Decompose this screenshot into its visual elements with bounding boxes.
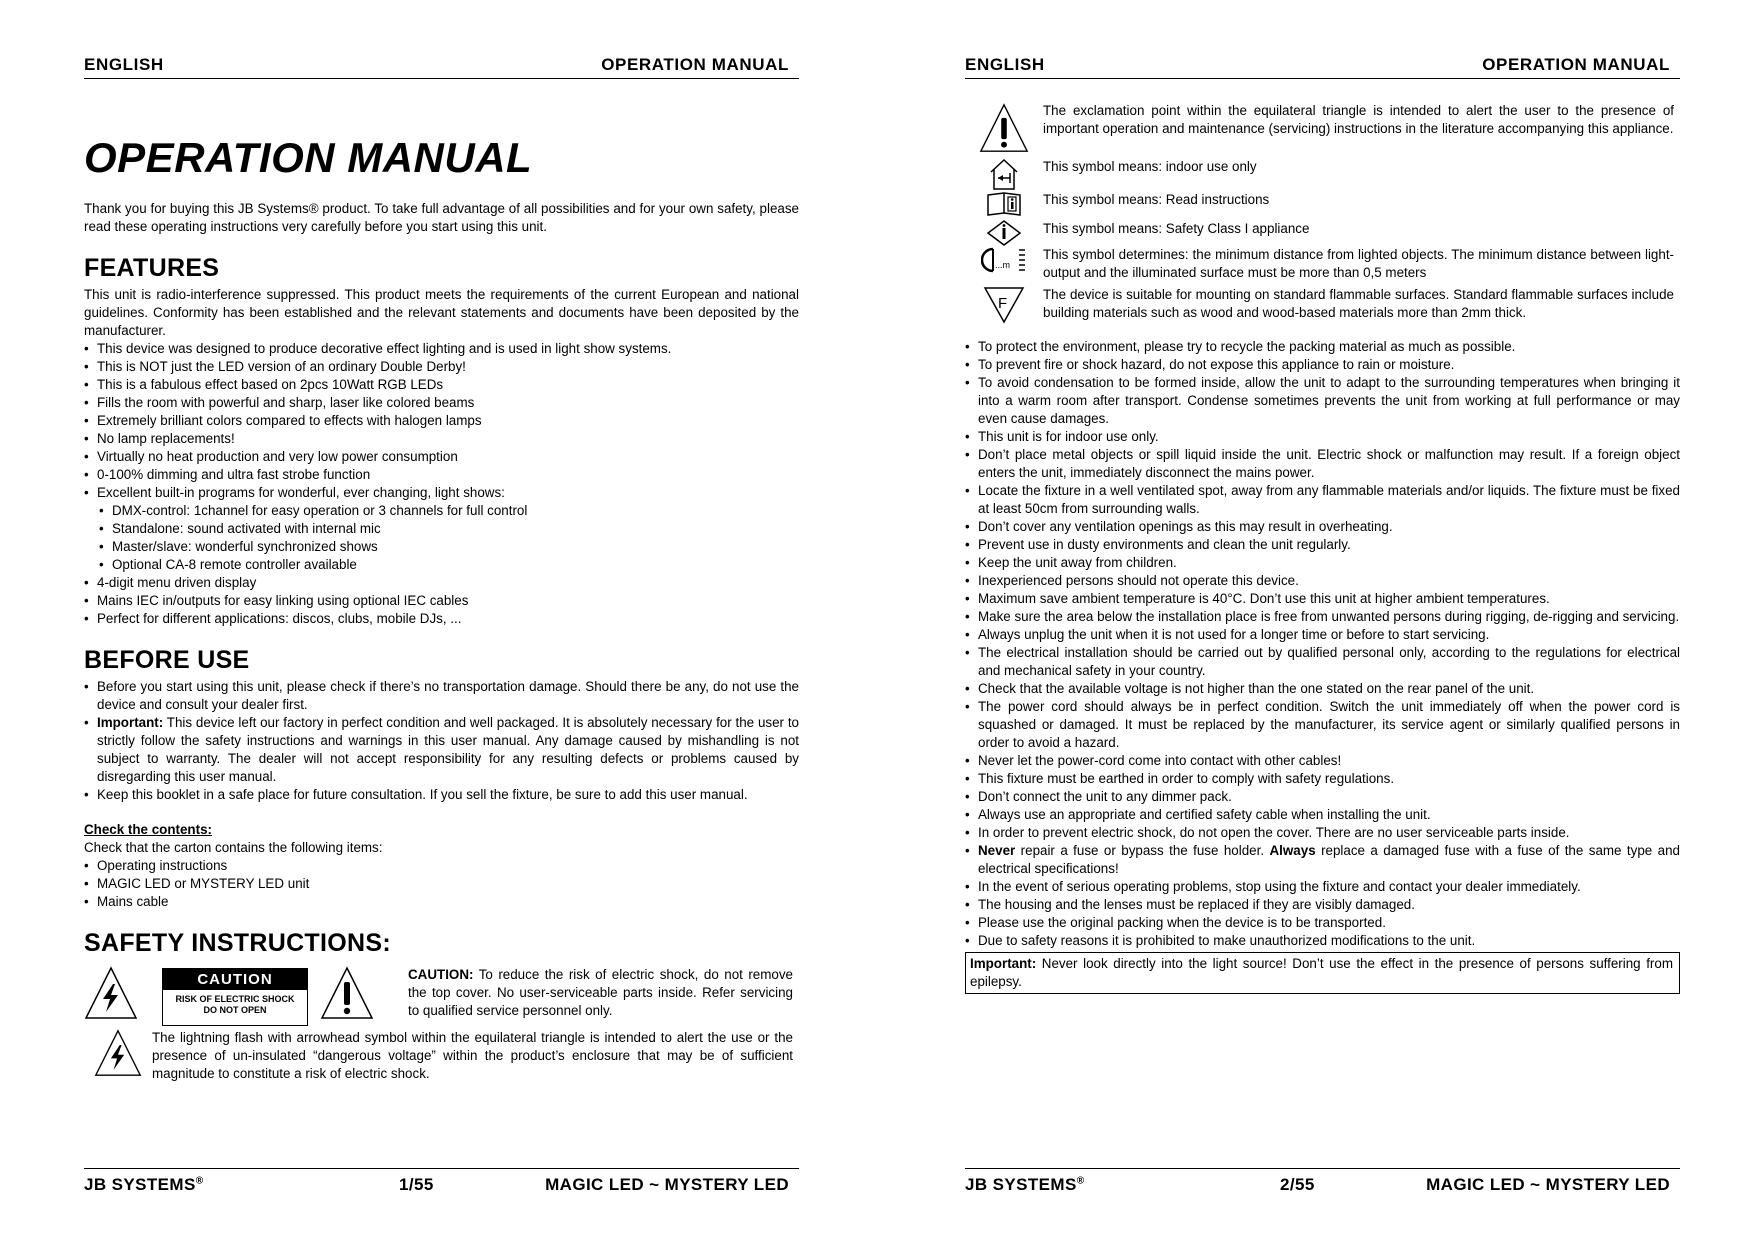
features-heading: FEATURES (84, 254, 220, 282)
list-item: • MAGIC LED or MYSTERY LED unit (84, 875, 799, 893)
list-item: • Extremely brilliant colors compared to effects with halogen lamps (84, 412, 799, 430)
list-item: • Master/slave: wonderful synchronized shows (99, 538, 799, 556)
minimum-distance-icon (981, 246, 1027, 274)
list-item: • This fixture must be earthed in order to comply with safety regulations. (965, 770, 1680, 788)
list-item: • This is a fabulous effect based on 2pcs 10Watt RGB LEDs (84, 376, 799, 394)
important-warning-box (965, 952, 1680, 994)
caution-label-sub2: DO NOT OPEN (203, 1005, 267, 1015)
lightning-explanation (84, 1029, 799, 1083)
fuse-text-2: replace a damaged fuse with a fuse of the same type and electrical specifications! (978, 843, 1680, 876)
list-item: • Keep this booklet in a safe place for future consultation. If you sell the fixture, be sure to add this user manual. (84, 786, 799, 804)
list-item: • Optional CA-8 remote controller available (99, 556, 799, 574)
caution-bold: CAUTION: (408, 967, 474, 982)
page-footer (965, 1168, 1680, 1194)
list-item: • Check that the available voltage is not higher than the one stated on the rear panel of the unit. (965, 680, 1680, 698)
check-contents-text: Check that the carton contains the following items: (84, 840, 383, 855)
important-label: Important: (970, 956, 1037, 971)
brand-text: JB SYSTEMS (965, 1175, 1077, 1194)
page-number: 2/55 (1280, 1175, 1315, 1194)
symbol-row (965, 191, 1680, 220)
symbol-text: The exclamation point within the equilateral triangle is intended to alert the user to the presence of important operation and maintenance (servicing) instructions in the literature accompanying this appliance. (1043, 103, 1674, 136)
list-item: • Fills the room with powerful and sharp, laser like colored beams (84, 394, 799, 412)
intro-paragraph: Thank you for buying this JB Systems® product. To take full advantage of all possibilities and for your own safety, please read these operating instructions very carefully before you start using this unit. (84, 201, 799, 234)
page-title: OPERATION MANUAL (84, 134, 533, 181)
page-number: 1/55 (399, 1175, 434, 1194)
list-item: • This unit is for indoor use only. (965, 428, 1680, 446)
symbol-row (965, 158, 1680, 191)
important-text: This device left our factory in perfect condition and well packaged. It is absolutely necessary for the user to strictly follow the safety instructions and warnings in this user manual. Any damage caused by mishandling is not subject to warranty. The dealer will not accept responsibility for any resulting defects or problems caused by disregarding this user manual. (97, 715, 799, 784)
lightning-text: The lightning flash with arrowhead symbol within the equilateral triangle is intended to alert the use or the presence of un-insulated “dangerous voltage” within the product’s enclosure that may be of sufficient magnitude to constitute a risk of electric shock. (152, 1030, 793, 1081)
list-item: • Never let the power-cord come into contact with other cables! (965, 752, 1680, 770)
registered-mark: ® (195, 1175, 204, 1187)
page-footer (84, 1168, 799, 1194)
footer-model: MAGIC LED ~ MYSTERY LED (545, 1175, 789, 1194)
list-item: • Locate the fixture in a well ventilated spot, away from any flammable materials and/or liquids. The fixture must be fixed at least 50cm from surrounding walls. (965, 482, 1680, 518)
footer-brand (84, 1175, 203, 1195)
list-item: • Virtually no heat production and very low power consumption (84, 448, 799, 466)
list-item: • Prevent use in dusty environments and clean the unit regularly. (965, 536, 1680, 554)
list-item (84, 714, 799, 786)
symbol-wrap (965, 286, 1043, 324)
symbol-row (965, 220, 1680, 246)
page-2 (965, 0, 1680, 1240)
caution-text (408, 966, 793, 1020)
footer-model: MAGIC LED ~ MYSTERY LED (1426, 1175, 1670, 1194)
symbol-wrap (965, 102, 1043, 154)
flammable-surface-icon (983, 286, 1025, 324)
caution-label-title: CAUTION (163, 969, 307, 990)
symbol-text: This symbol means: Read instructions (1043, 192, 1270, 207)
list-item: • Keep the unit away from children. (965, 554, 1680, 572)
list-item: • Don’t cover any ventilation openings as this may result in overheating. (965, 518, 1680, 536)
safety-list (965, 338, 1680, 950)
list-item: • Excellent built-in programs for wonderful, ever changing, light shows: (84, 484, 799, 502)
list-item: • No lamp replacements! (84, 430, 799, 448)
features-sublist (84, 502, 799, 574)
page-2-content (965, 102, 1680, 994)
list-item: • Mains IEC in/outputs for easy linking using optional IEC cables (84, 592, 799, 610)
features-text: This unit is radio-interference suppressed. This product meets the requirements of the current European and national guidelines. Conformity has been established and the relevant statements and documents have been deposited by the manufacturer. (84, 287, 799, 338)
list-item: • Don’t place metal objects or spill liquid inside the unit. Electric shock or malfunction may result. If a foreign object enters the unit, immediately disconnect the mains power. (965, 446, 1680, 482)
symbol-wrap (965, 191, 1043, 217)
symbol-wrap (965, 158, 1043, 192)
header-language: ENGLISH (965, 55, 1045, 74)
list-item: • The electrical installation should be carried out by qualified personal only, according to the regulations for electrical and mechanical safety in your country. (965, 644, 1680, 680)
minimum-distance-icon-label: ...m (995, 260, 1010, 270)
lightning-symbol-wrap (84, 1029, 152, 1077)
exclamation-triangle-icon (979, 102, 1029, 154)
symbol-row (965, 246, 1680, 286)
page-1-content (84, 88, 799, 1083)
list-item: • Inexperienced persons should not operate this device. (965, 572, 1680, 590)
before-use-list (84, 678, 799, 804)
list-item: • In the event of serious operating problems, stop using the fixture and contact your dealer immediately. (965, 878, 1680, 896)
page-header (84, 55, 799, 79)
list-item (965, 842, 1680, 878)
list-item: • To avoid condensation to be formed inside, allow the unit to adapt to the surrounding temperatures when bringing it into a warm room after transport. Condense sometimes prevents the unit from working at full performance or may even cause damages. (965, 374, 1680, 428)
list-item: • Standalone: sound activated with internal mic (99, 520, 799, 538)
list-item: • DMX-control: 1channel for easy operation or 3 channels for full control (99, 502, 799, 520)
list-item: • The power cord should always be in perfect condition. Switch the unit immediately off when the power cord is squashed or damaged. It must be replaced by the manufacturer, its service agent or similarly qualified persons in order to avoid a hazard. (965, 698, 1680, 752)
list-item: • To protect the environment, please try to recycle the packing material as much as possible. (965, 338, 1680, 356)
list-item: • Don’t connect the unit to any dimmer pack. (965, 788, 1680, 806)
symbol-text: This symbol means: indoor use only (1043, 159, 1257, 174)
symbol-text: The device is suitable for mounting on standard flammable surfaces. Standard flammable surfaces include building materials such as wood and wood-based materials more than 2mm thick. (1043, 287, 1674, 320)
symbol-row (965, 102, 1680, 156)
list-item: • Due to safety reasons it is prohibited to make unauthorized modifications to the unit. (965, 932, 1680, 950)
safety-class-icon (987, 220, 1021, 246)
symbol-wrap (965, 220, 1043, 246)
list-item: • In order to prevent electric shock, do not open the cover. There are no user serviceable parts inside. (965, 824, 1680, 842)
list-item: • The housing and the lenses must be replaced if they are visibly damaged. (965, 896, 1680, 914)
symbol-wrap (965, 246, 1043, 274)
symbol-text: This symbol means: Safety Class I appliance (1043, 221, 1310, 236)
lightning-triangle-icon (84, 966, 138, 1020)
header-language: ENGLISH (84, 55, 164, 74)
list-item: • Make sure the area below the installation place is free from unwanted persons during rigging, de-rigging and servicing. (965, 608, 1680, 626)
registered-mark: ® (1076, 1175, 1085, 1187)
read-instructions-icon (986, 191, 1022, 217)
list-item: • 4-digit menu driven display (84, 574, 799, 592)
list-item: • To prevent fire or shock hazard, do not expose this appliance to rain or moisture. (965, 356, 1680, 374)
important-label: Important: (97, 715, 164, 730)
safety-heading: SAFETY INSTRUCTIONS: (84, 929, 391, 957)
exclamation-triangle-icon (320, 966, 374, 1020)
caution-block (84, 966, 799, 1029)
fuse-text-1: repair a fuse or bypass the fuse holder. (1015, 843, 1270, 858)
list-item: • Please use the original packing when the device is to be transported. (965, 914, 1680, 932)
before-use-heading: BEFORE USE (84, 646, 250, 674)
symbol-row (965, 286, 1680, 338)
brand-text: JB SYSTEMS (84, 1175, 196, 1194)
list-item: • This is NOT just the LED version of an ordinary Double Derby! (84, 358, 799, 376)
never-label: Never (978, 843, 1016, 858)
lightning-triangle-icon (94, 1029, 142, 1077)
list-item: • Operating instructions (84, 857, 799, 875)
footer-brand (965, 1175, 1084, 1195)
header-title: OPERATION MANUAL (601, 55, 789, 74)
check-contents-heading: Check the contents: (84, 822, 212, 837)
indoor-use-icon (988, 158, 1020, 192)
features-list (84, 340, 799, 502)
always-label: Always (1269, 843, 1316, 858)
caution-body: To reduce the risk of electric shock, do not remove the top cover. No user-serviceable parts inside. Refer servicing to qualified service personnel only. (408, 967, 793, 1018)
page-1 (84, 0, 799, 1240)
list-item: • Always use an appropriate and certified safety cable when installing the unit. (965, 806, 1680, 824)
page-header (965, 55, 1680, 79)
check-contents-list (84, 857, 799, 911)
list-item: • Always unplug the unit when it is not used for a longer time or before to start servicing. (965, 626, 1680, 644)
symbol-text: This symbol determines: the minimum distance from lighted objects. The minimum distance between light-output and the illuminated surface must be more than 0,5 meters (1043, 247, 1674, 280)
caution-label-sub: RISK OF ELECTRIC SHOCK (175, 994, 295, 1004)
list-item: • Maximum save ambient temperature is 40°C. Don’t use this unit at higher ambient temperatures. (965, 590, 1680, 608)
flammable-icon-label: F (998, 295, 1008, 312)
list-item: • Mains cable (84, 893, 799, 911)
list-item: • Perfect for different applications: discos, clubs, mobile DJs, ... (84, 610, 799, 628)
header-title: OPERATION MANUAL (1482, 55, 1670, 74)
list-item: • This device was designed to produce decorative effect lighting and is used in light show systems. (84, 340, 799, 358)
features-list-2 (84, 574, 799, 628)
caution-label (162, 968, 308, 1026)
list-item: • 0-100% dimming and ultra fast strobe function (84, 466, 799, 484)
list-item: • Before you start using this unit, please check if there’s no transportation damage. Should there be any, do not use the device and consult your dealer first. (84, 678, 799, 714)
important-text: Never look directly into the light source! Don’t use the effect in the presence of persons suffering from epilepsy. (970, 956, 1673, 989)
